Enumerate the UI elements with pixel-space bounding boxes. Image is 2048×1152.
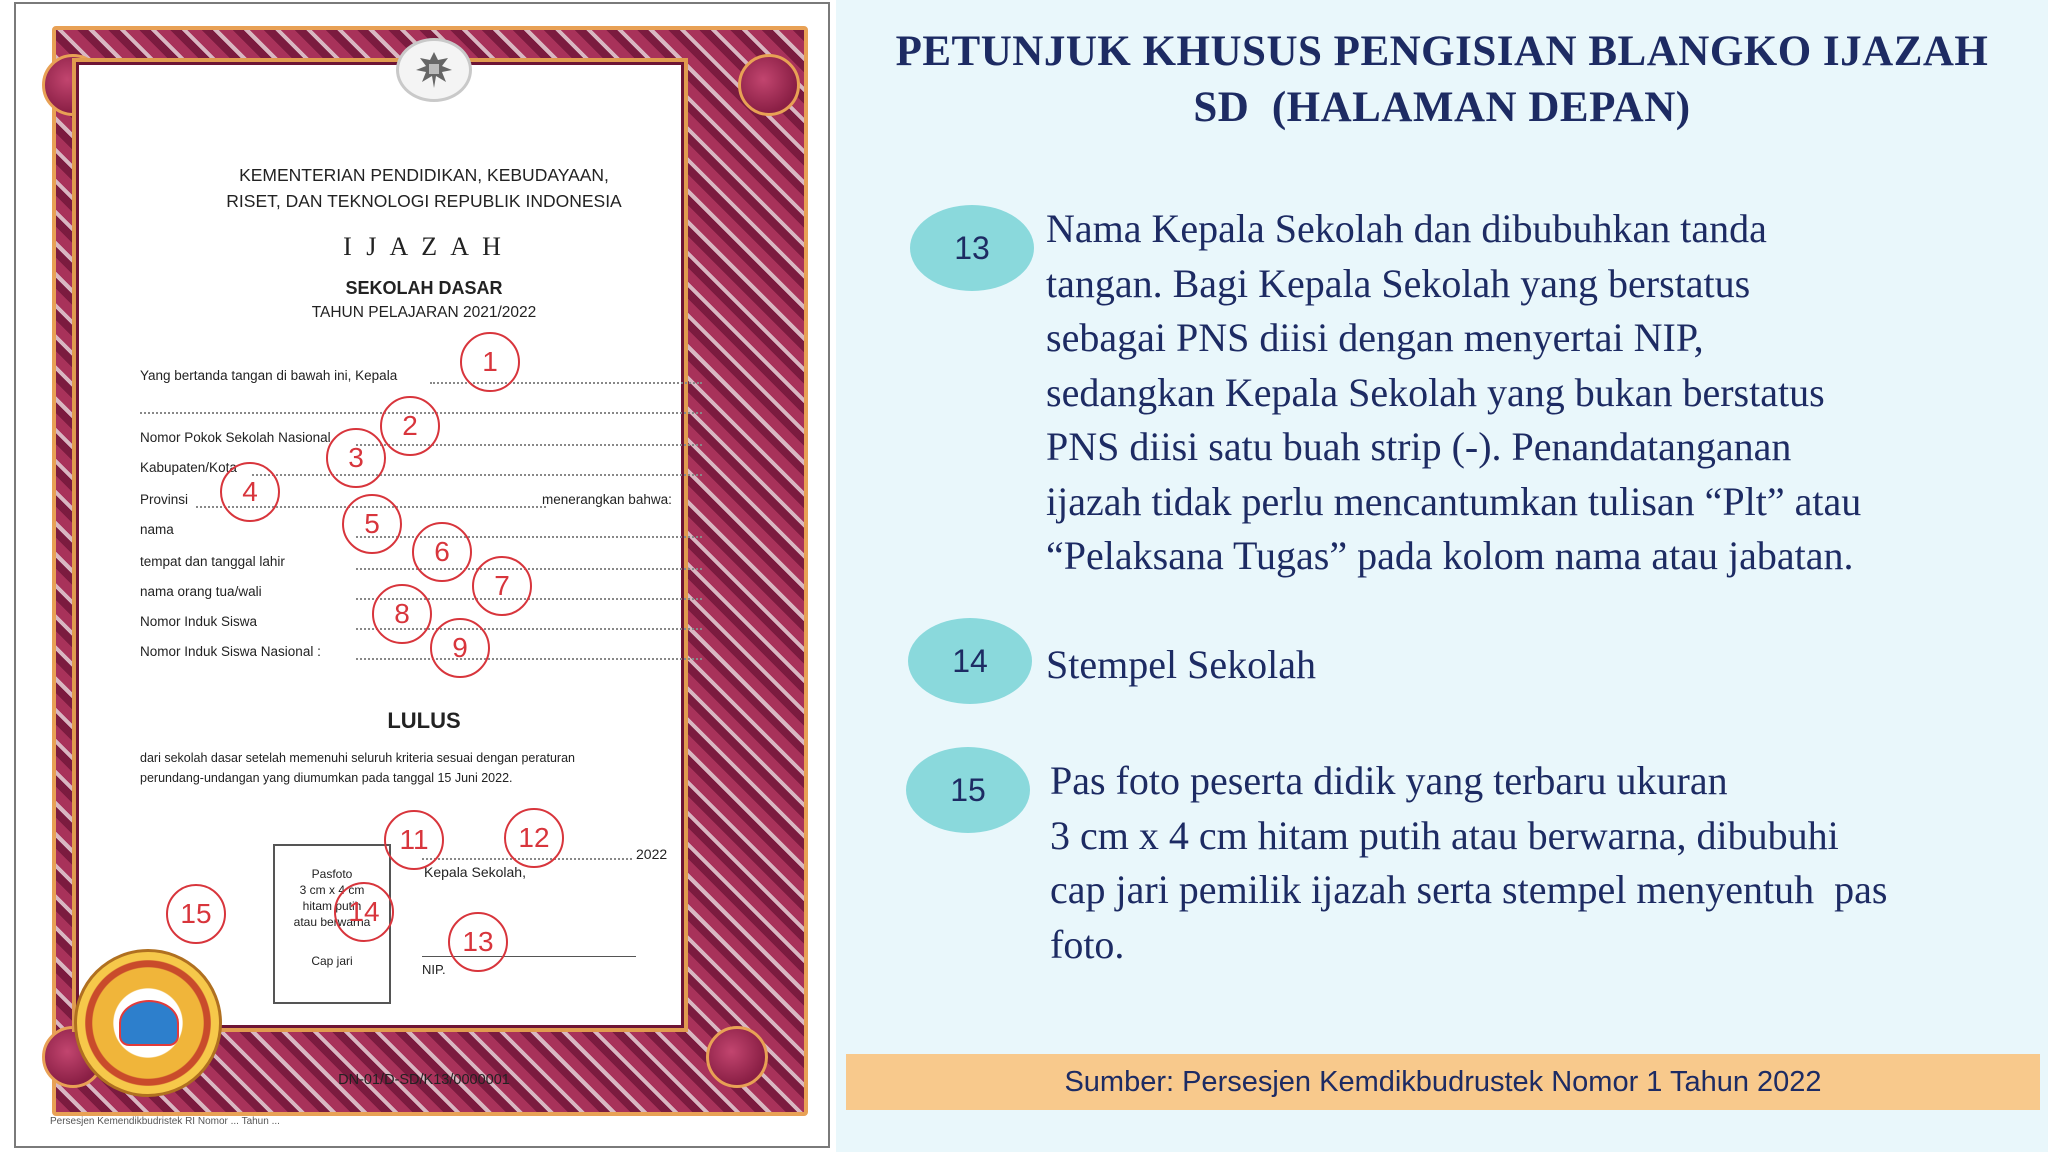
item-line: Pas foto peserta didik yang terbaru ukuran: [1050, 758, 1728, 803]
item-line: “Pelaksana Tugas” pada kolom nama atau jabatan.: [1046, 533, 1854, 578]
ministry-line-1: KEMENTERIAN PENDIDIKAN, KEBUDAYAAN,: [239, 165, 609, 185]
marker-5: 5: [342, 494, 402, 554]
photo-box-line-3: hitam putih: [302, 899, 362, 913]
field-ortu-label: nama orang tua/wali: [140, 584, 262, 599]
panel-title-line-1: PETUNJUK KHUSUS PENGISIAN BLANGKO IJAZAH: [895, 28, 1989, 75]
certificate-image: [14, 2, 830, 1148]
fill-line: [356, 536, 702, 538]
photo-box-line-1: Pasfoto: [311, 867, 353, 881]
marker-4: 4: [220, 462, 280, 522]
certificate-heading: I J A Z A H: [343, 232, 505, 261]
item-line: Stempel Sekolah: [1046, 642, 1316, 687]
kepala-sekolah-label: Kepala Sekolah,: [424, 864, 526, 880]
field-nis-label: Nomor Induk Siswa: [140, 614, 258, 629]
panel-title: [836, 24, 2048, 136]
item-line: foto.: [1050, 921, 1125, 967]
photo-box-line-5: Cap jari: [311, 954, 353, 968]
marker-1: 1: [460, 332, 520, 392]
item-line: ijazah tidak perlu mencantumkan tulisan “Plt” atau: [1046, 478, 1862, 524]
photo-box-line-2: 3 cm x 4 cm: [299, 883, 365, 897]
field-nisn-label: Nomor Induk Siswa Nasional :: [140, 644, 321, 659]
serial-number: DN-01/D-SD/K13/0000001: [338, 1072, 510, 1088]
instruction-panel: [836, 0, 2048, 1152]
item-number-badge: 13: [910, 205, 1034, 291]
item-13-text: [1046, 202, 1861, 584]
marker-9: 9: [430, 618, 490, 678]
source-text: Sumber: Persesjen Kemdikbudrustek Nomor 1 Tahun 2022: [1064, 1065, 1822, 1098]
statement-line-2: perundang-undangan yang diumumkan pada tanggal 15 Juni 2022.: [140, 771, 513, 785]
item-15-text: [1050, 754, 1887, 972]
field-nama-label: nama: [140, 522, 174, 537]
marker-7: 7: [472, 556, 532, 616]
marker-12: 12: [504, 808, 564, 868]
certificate-footer: Persesjen Kemendikbudristek RI Nomor ... Tahun ...: [50, 1116, 280, 1127]
field-signer-label: Yang bertanda tangan di bawah ini, Kepala: [140, 368, 398, 383]
item-14-text: [1046, 638, 1316, 693]
item-line: Nama Kepala Sekolah dan dibubuhkan tanda: [1046, 206, 1767, 251]
school-level: SEKOLAH DASAR: [345, 278, 503, 298]
item-line: PNS diisi satu buah strip (-). Penandatanganan: [1046, 424, 1792, 469]
fill-line: [356, 568, 702, 570]
academic-year: TAHUN PELAJARAN 2021/2022: [311, 304, 537, 321]
item-number-badge: 14: [908, 618, 1032, 704]
field-menerangkan-label: menerangkan bahwa:: [542, 492, 672, 507]
marker-3: 3: [326, 428, 386, 488]
marker-15: 15: [166, 884, 226, 944]
source-bar: [846, 1054, 2040, 1110]
marker-14: 14: [334, 882, 394, 942]
fill-line: [356, 658, 702, 660]
statement-line-1: dari sekolah dasar setelah memenuhi seluruh kriteria sesuai dengan peraturan: [140, 751, 575, 765]
item-line: sedangkan Kepala Sekolah yang bukan berstatus: [1046, 369, 1825, 415]
item-number-badge: 15: [906, 747, 1030, 833]
year-suffix: 2022: [636, 846, 668, 862]
lulus-label: LULUS: [387, 708, 461, 733]
border-corner-ornament: [738, 54, 800, 116]
item-line: sebagai PNS diisi dengan menyertai NIP,: [1046, 315, 1704, 360]
garuda-emblem-icon: [396, 38, 472, 102]
field-kabupaten-label: Kabupaten/Kota: [140, 460, 237, 475]
marker-6: 6: [412, 522, 472, 582]
field-ttl-label: tempat dan tanggal lahir: [140, 554, 285, 569]
nip-label: NIP.: [422, 962, 446, 977]
fill-line: [252, 474, 702, 476]
marker-8: 8: [372, 584, 432, 644]
panel-title-line-2: SD (HALAMAN DEPAN): [1193, 84, 1691, 131]
ministry-line-2: RISET, DAN TEKNOLOGI REPUBLIK INDONESIA: [226, 191, 622, 211]
item-line: 3 cm x 4 cm hitam putih atau berwarna, dibubuhi: [1050, 812, 1839, 858]
marker-2: 2: [380, 396, 440, 456]
field-npsn-label: Nomor Pokok Sekolah Nasional: [140, 430, 331, 445]
item-line: tangan. Bagi Kepala Sekolah yang berstatus: [1046, 260, 1751, 306]
marker-11: 11: [384, 810, 444, 870]
item-line: cap jari pemilik ijazah serta stempel menyentuh pas: [1050, 867, 1888, 912]
photo-box-line-4: atau berwarna: [293, 915, 371, 929]
marker-13: 13: [448, 912, 508, 972]
field-provinsi-label: Provinsi: [140, 492, 189, 507]
